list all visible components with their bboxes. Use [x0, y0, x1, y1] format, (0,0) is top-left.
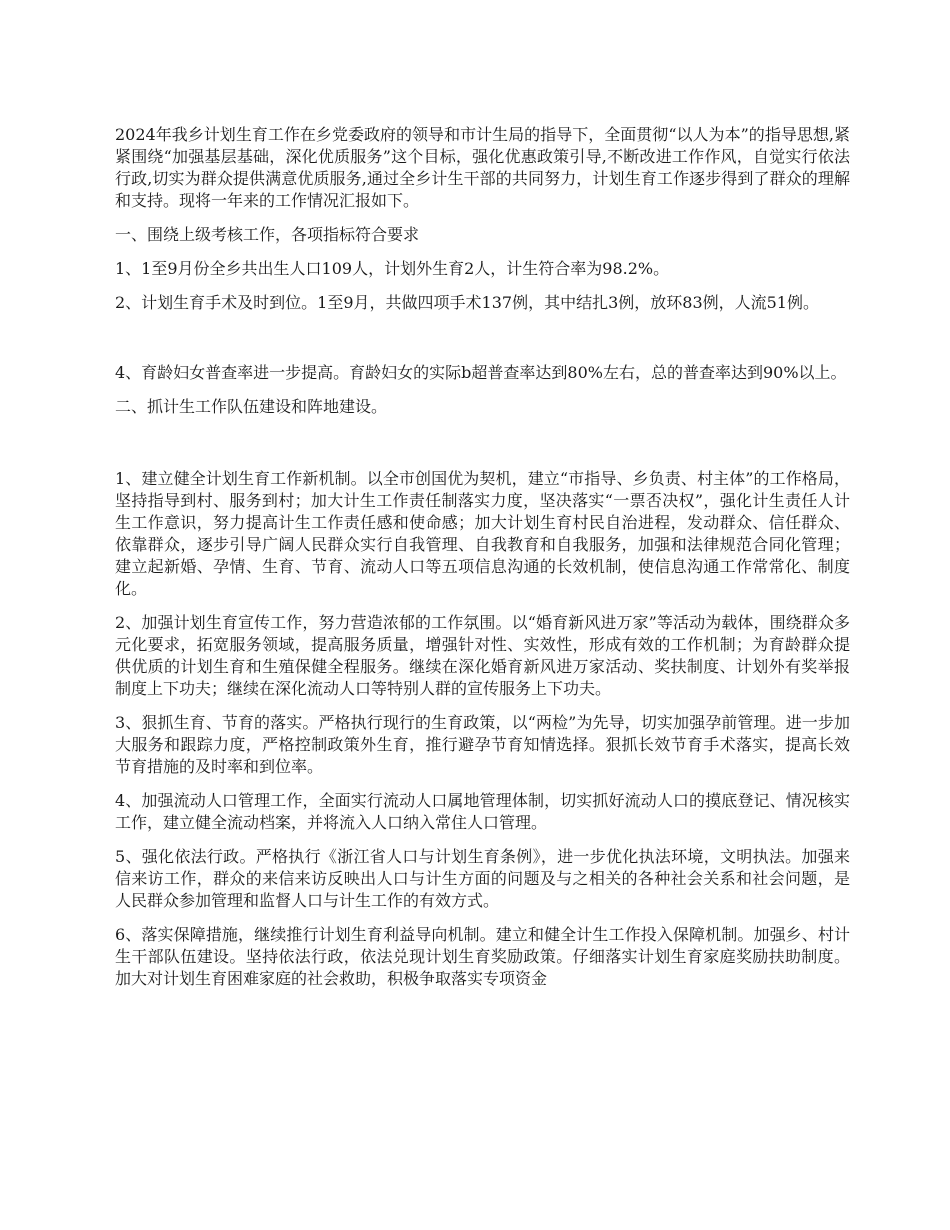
section-2-item-4: 4、加强流动人口管理工作，全面实行流动人口属地管理体制，切实抓好流动人口的摸底登记、情况核实工作，建立健全流动档案，并将流入人口纳入常住人口管理。 [115, 791, 850, 832]
section-2-heading: 二、抓计生工作队伍建设和阵地建设。 [115, 397, 388, 416]
section-1-heading: 一、围绕上级考核工作，各项指标符合要求 [115, 225, 420, 244]
section-1-item-4: 4、育龄妇女普查率进一步提高。育龄妇女的实际b超普查率达到80%左右，总的普查率达到90%以上。 [115, 363, 847, 382]
section-2-item-6: 6、落实保障措施，继续推行计划生育利益导向机制。建立和健全计生工作投入保障机制。加强乡、村计生干部队伍建设。坚持依法行政，依法兑现计划生育奖励政策。仔细落实计划生育家庭奖励扶助制度。加大对计划生育困难家庭的社会救助，积极争取落实专项资金 [115, 925, 850, 988]
intro-paragraph: 2024年我乡计划生育工作在乡党委政府的领导和市计生局的指导下，全面贯彻“以人为本”的指导思想,紧紧围绕“加强基层基础，深化优质服务”这个目标，强化优惠政策引导,不断改进工作作风，自觉实行依法行政,切实为群众提供满意优质服务,通过全乡计生干部的共同努力，计划生育工作逐步得到了群众的理解和支持。现将一年来的工作情况汇报如下。 [115, 125, 850, 210]
section-2-item-2: 2、加强计划生育宣传工作，努力营造浓郁的工作氛围。以“婚育新风进万家”等活动为载体，围绕群众多元化要求，拓宽服务领域，提高服务质量，增强针对性、实效性，形成有效的工作机制；为育龄群众提供优质的计划生育和生殖保健全程服务。继续在深化婚育新风进万家活动、奖扶制度、计划外有奖举报制度上下功夫；继续在深化流动人口等特别人群的宣传服务上下功夫。 [115, 613, 850, 698]
section-2-item-1: 1、建立健全计划生育工作新机制。以全市创国优为契机，建立“市指导、乡负责、村主体”的工作格局，坚持指导到村、服务到村；加大计生工作责任制落实力度，坚决落实“一票否决权”，强化计生责任人计生工作意识，努力提高计生工作责任感和使命感；加大计划生育村民自治进程，发动群众、信任群众、依靠群众，逐步引导广阔人民群众实行自我管理、自我教育和自我服务，加强和法律规范合同化管理；建立起新婚、孕情、生育、节育、流动人口等五项信息沟通的长效机制，使信息沟通工作常常化、制度化。 [115, 469, 850, 598]
document-page [115, 124, 850, 1002]
section-2-item-3: 3、狠抓生育、节育的落实。严格执行现行的生育政策，以“两检”为先导，切实加强孕前管理。进一步加大服务和跟踪力度，严格控制政策外生育，推行避孕节育知情选择。狠抓长效节育手术落实，提高长效节育措施的及时率和到位率。 [115, 713, 850, 776]
blank-gap [115, 326, 850, 362]
section-2-item-5: 5、强化依法行政。严格执行《浙江省人口与计划生育条例》，进一步优化执法环境，文明执法。加强来信来访工作，群众的来信来访反映出人口与计生方面的问题及与之相关的各种社会关系和社会问题，是人民群众参加管理和监督人口与计生工作的有效方式。 [115, 847, 850, 910]
blank-gap [115, 430, 850, 468]
section-1-item-1: 1、1至9月份全乡共出生人口109人，计划外生育2人，计生符合率为98.2%。 [115, 259, 670, 278]
section-1-item-2: 2、计划生育手术及时到位。1至9月，共做四项手术137例，其中结扎3例，放环83例，人流51例。 [115, 293, 819, 312]
